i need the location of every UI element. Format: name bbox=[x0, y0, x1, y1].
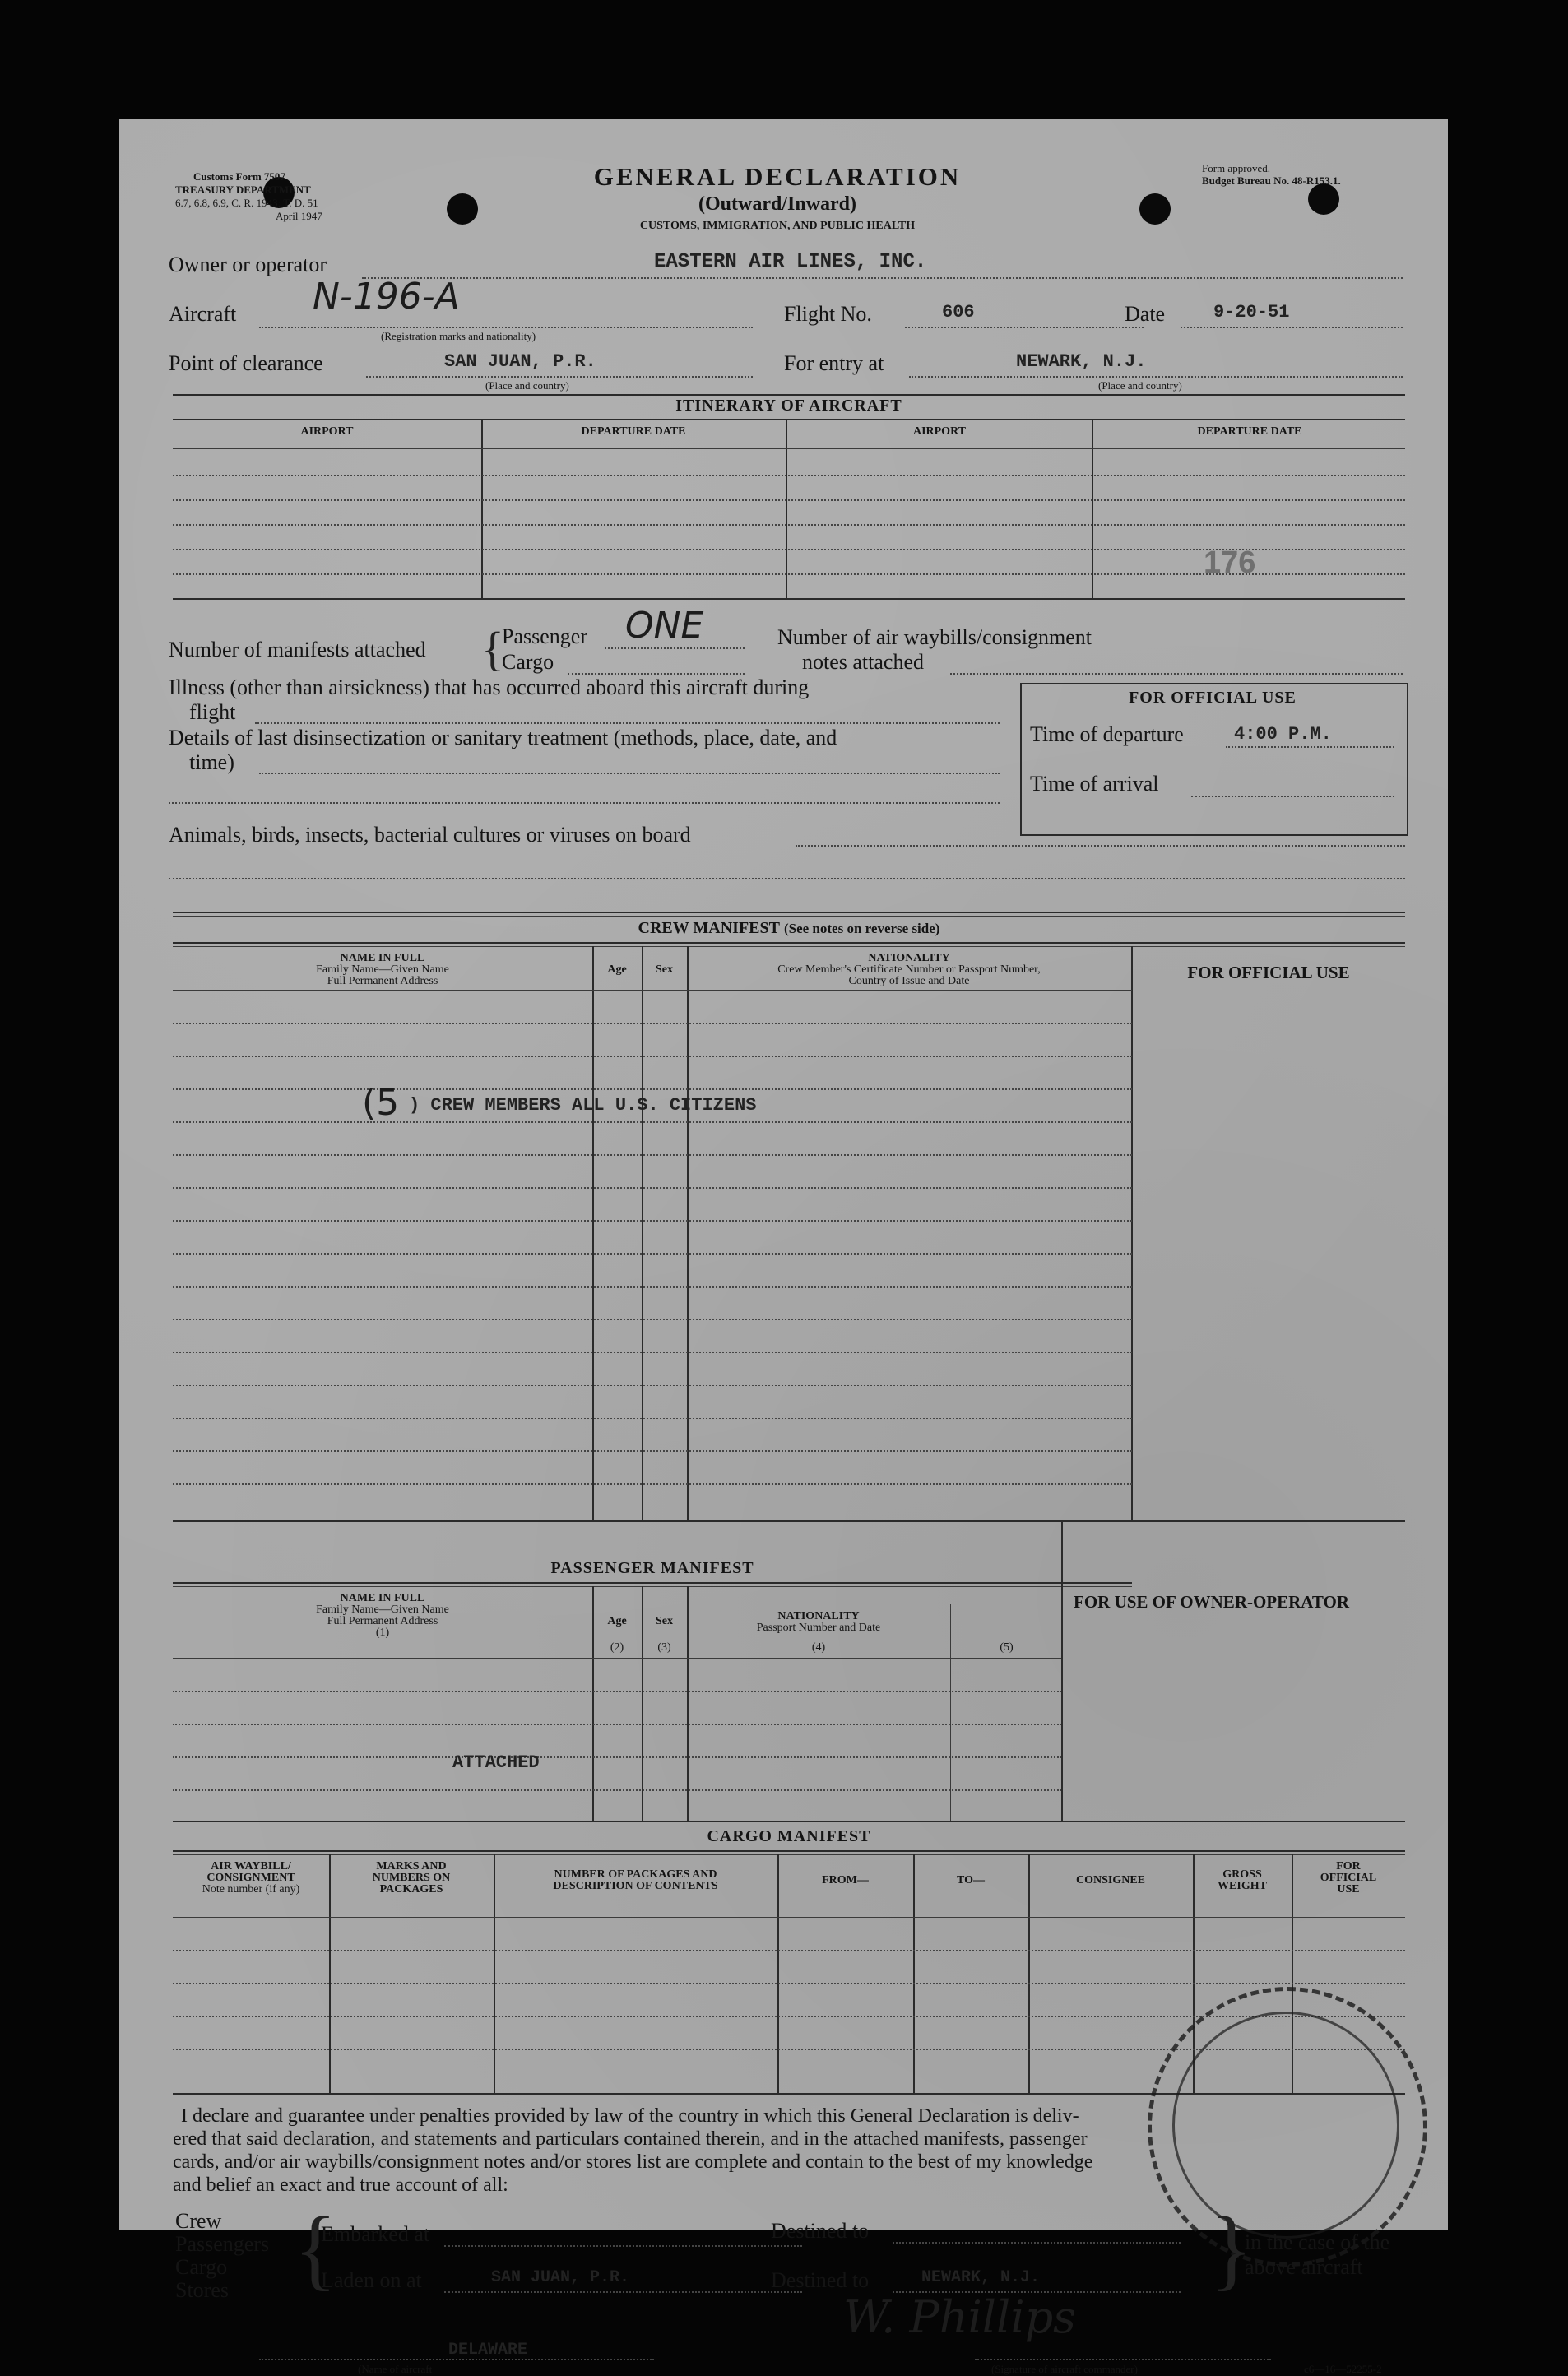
crew-col-nationality: NATIONALITY bbox=[868, 952, 950, 964]
cargo-col-waybill: AIR WAYBILL/ bbox=[211, 1860, 291, 1872]
itinerary-col-departure-1: DEPARTURE DATE bbox=[581, 425, 686, 438]
aircraft-name-value: DELAWARE bbox=[448, 2341, 528, 2360]
declaration-line-4: and belief an exact and true account of all: bbox=[173, 2174, 508, 2196]
flight-value: 606 bbox=[942, 302, 975, 323]
cargo-col-to: TO— bbox=[957, 1874, 985, 1886]
cargo-col-official-2: OFFICIAL bbox=[1320, 1872, 1377, 1884]
itinerary-col-airport-1: AIRPORT bbox=[300, 425, 354, 438]
in-case-label-2: above aircraft bbox=[1245, 2255, 1363, 2279]
passenger-col-name-3: Full Permanent Address bbox=[327, 1615, 438, 1627]
crew-col-age: Age bbox=[607, 963, 627, 976]
crew-col-nationality-3: Country of Issue and Date bbox=[848, 975, 970, 987]
customs-seal-inner bbox=[1172, 2012, 1399, 2239]
form-approved: Form approved. bbox=[1202, 162, 1271, 174]
passenger-col-nationality: NATIONALITY bbox=[777, 1610, 860, 1622]
passenger-col-age: Age bbox=[607, 1615, 627, 1627]
entry-label: For entry at bbox=[784, 351, 884, 375]
passenger-col-name: NAME IN FULL bbox=[340, 1592, 425, 1604]
manifests-label: Number of manifests attached bbox=[169, 638, 426, 661]
embarked-label: Embarked at bbox=[321, 2222, 430, 2246]
crew-manifest-title bbox=[173, 919, 1405, 938]
clearance-hint: (Place and country) bbox=[485, 379, 569, 392]
cargo-col-marks: MARKS AND bbox=[376, 1860, 447, 1872]
passenger-col-n5: (5) bbox=[1000, 1641, 1014, 1654]
gpo-code: c6—16—52255-2 bbox=[1304, 2363, 1382, 2375]
form-department: TREASURY DEPARTMENT bbox=[175, 183, 311, 196]
illness-label-2: flight bbox=[189, 700, 236, 724]
budget-bureau: Budget Bureau No. 48-R153.1. bbox=[1202, 174, 1341, 187]
passenger-count-label: Passenger bbox=[502, 624, 587, 648]
declaration-line-1: I declare and guarantee under penalties provided by law of the country in which this General Declaration is deliv- bbox=[181, 2105, 1079, 2127]
laden-label: Laden on at bbox=[321, 2268, 422, 2292]
cargo-col-marks-2: NUMBERS ON bbox=[372, 1872, 451, 1884]
entry-value: NEWARK, N.J. bbox=[1016, 351, 1147, 372]
illness-label-1: Illness (other than airsickness) that has occurred aboard this aircraft during bbox=[169, 675, 810, 699]
destined-value: NEWARK, N.J. bbox=[921, 2268, 1041, 2287]
disinsect-label-1: Details of last disinsectization or sanitary treatment (methods, place, date, and bbox=[169, 726, 837, 749]
punch-hole-icon bbox=[1139, 193, 1171, 225]
passenger-count-value: ONE bbox=[625, 605, 704, 647]
decl-cargo: Cargo bbox=[175, 2255, 228, 2279]
crew-col-name: NAME IN FULL bbox=[340, 952, 425, 964]
passenger-entry: ATTACHED bbox=[452, 1752, 540, 1773]
page-subtitle: (Outward/Inward) bbox=[698, 193, 856, 215]
crew-title: CREW MANIFEST bbox=[638, 919, 780, 937]
crew-entry-count: (5 bbox=[362, 1082, 400, 1124]
crew-col-name-2: Family Name—Given Name bbox=[316, 963, 449, 976]
cargo-col-weight: GROSS bbox=[1222, 1868, 1262, 1881]
entry-hint: (Place and country) bbox=[1098, 379, 1182, 392]
declaration-line-2: ered that said declaration, and statements and particulars contained therein, and in the attached manifests, passenger bbox=[173, 2128, 1088, 2150]
crew-col-nationality-2: Crew Member's Certificate Number or Passport Number, bbox=[777, 963, 1041, 976]
passenger-col-n2: (2) bbox=[610, 1641, 624, 1654]
punch-hole-icon bbox=[1308, 183, 1339, 215]
passenger-col-sex: Sex bbox=[656, 1615, 673, 1627]
signature-label: (Signature of aircraft commander) bbox=[991, 2363, 1138, 2375]
page-subtitle-2: CUSTOMS, IMMIGRATION, AND PUBLIC HEALTH bbox=[639, 220, 916, 232]
crew-entry-text: ) CREW MEMBERS ALL U.S. CITIZENS bbox=[409, 1095, 757, 1116]
clearance-label: Point of clearance bbox=[169, 351, 323, 375]
aircraft-name-label: (Name of aircraft bbox=[358, 2363, 433, 2375]
departure-time-value: 4:00 P.M. bbox=[1234, 724, 1332, 745]
passenger-manifest-title: PASSENGER MANIFEST bbox=[550, 1559, 754, 1577]
laden-value: SAN JUAN, P.R. bbox=[491, 2268, 630, 2287]
cargo-col-consignee: CONSIGNEE bbox=[1075, 1874, 1146, 1886]
cargo-col-packages: NUMBER OF PACKAGES AND bbox=[554, 1868, 717, 1881]
crew-col-official: FOR OFFICIAL USE bbox=[1187, 963, 1350, 982]
cargo-col-packages-2: DESCRIPTION OF CONTENTS bbox=[553, 1880, 718, 1892]
destined-label-2: Destined to bbox=[771, 2268, 870, 2292]
crew-col-sex: Sex bbox=[656, 963, 673, 976]
stamp-number: 176 bbox=[1204, 545, 1256, 580]
arrival-time-label: Time of arrival bbox=[1030, 772, 1159, 796]
form-date: April 1947 bbox=[276, 210, 322, 222]
cargo-col-waybill-3: Note number (if any) bbox=[202, 1883, 300, 1896]
declaration-line-3: cards, and/or air waybills/consignment notes and/or stores list are complete and contain to the best of my knowledge bbox=[173, 2151, 1093, 2173]
aircraft-label: Aircraft bbox=[169, 302, 237, 326]
clearance-value: SAN JUAN, P.R. bbox=[444, 351, 596, 372]
departure-time-label: Time of departure bbox=[1030, 722, 1184, 746]
passenger-col-n3: (3) bbox=[657, 1641, 671, 1654]
cargo-col-official: FOR bbox=[1336, 1860, 1361, 1872]
itinerary-col-departure-2: DEPARTURE DATE bbox=[1197, 425, 1302, 438]
date-value: 9-20-51 bbox=[1213, 302, 1290, 323]
date-label: Date bbox=[1125, 302, 1166, 326]
decl-stores: Stores bbox=[175, 2278, 229, 2302]
cargo-col-weight-2: WEIGHT bbox=[1218, 1880, 1267, 1892]
declaration-form: Customs Form 7507 TREASURY DEPARTMENT 6.7, 6.8, 6.9, C. R. 1943; T. D. 51 April 1947 GENERAL DECLARATION (Outward/Inward) CUSTOMS, IMMIGRATION, AND PUBLIC HEALTH Form approved. Budget Bureau No. 48-R153.1. Owner or operator EASTERN AIR LINES, INC. Aircraft N-196-A (Registration marks and nationality) Flight No. 606 Date 9-20-51 Point of clearance SAN JUAN, P.R. (Place and country) For entry at NEWARK, N.J. (Place and country) ITINERARY OF AIRCRAFT AIRPORT DEPARTURE DATE AIRPORT DEPARTURE DATE 176 Number of manifests attached { Passenger ONE Cargo Number of air waybills/consignment notes attached Illness (other than airsickness) that has occurred aboard this aircraft during flight Details of last disinsectization or sanitary treatment (methods, place, date, and time) FOR OFFICIAL USE Time of departure 4:00 P.M. Time of arrival Animals, birds, insects, bacterial cultures or viruses on board CREW MANIFEST (See notes on reverse side) NAME IN FULL Family Name—Given Name Full Permanent Address Age Sex NATIONALITY Crew Member's Certificate Number or Passport Number, Country of Issue and Date FOR OFFICIAL USE (5 ) CREW MEMBERS ALL U.S. CITIZENS PASSENGER MANIFEST FOR USE OF OWNER-OPERATOR NAME IN FULL Family Name—Given Name Full Permanent Address (1) Age (2) Sex (3) NATIONALITY Passport Number and Date (4) (5) ATTACHED CARGO MANIFEST AIR WAYBILL/ CONSIGNMENT Note number (if any) MARKS AND NUMBERS ON PACKAGES NUMBER OF PACKAGES AND DESCRIPTION OF CONTENTS FROM— TO— CONSIGNEE GROSS WEIGHT FOR OFFICIAL USE I declare and guarantee under penalties provided by law of the country in which this General Declaration is deliv- ered that said declaration, and statements and particulars contained therein, and in the attached manifests, passenger cards, and/or air waybills/consignment notes and/or stores list are complete and contain to the best of my knowledge and belief an exact and true account of all: Crew Passengers Cargo Stores { Embarked at Laden on at SAN JUAN, P.R. Destined to Destined to NEWARK, N.J. } in the case of the above aircraft W. Phillips (Name of aircraft DELAWARE (Signature of aircraft commander) c6—16—52255-2 bbox=[119, 119, 1448, 2230]
aircraft-value: N-196-A bbox=[313, 276, 460, 318]
passenger-col-owner: FOR USE OF OWNER-OPERATOR bbox=[1074, 1592, 1350, 1612]
punch-hole-icon bbox=[447, 193, 478, 225]
page-title: GENERAL DECLARATION bbox=[593, 162, 962, 191]
destined-label-1: Destined to bbox=[771, 2219, 870, 2243]
form-regulations: 6.7, 6.8, 6.9, C. R. 1943; T. D. 51 bbox=[175, 197, 318, 209]
cargo-col-marks-3: PACKAGES bbox=[379, 1883, 443, 1896]
passenger-col-n4: (4) bbox=[811, 1641, 826, 1654]
cargo-manifest-title: CARGO MANIFEST bbox=[707, 1827, 871, 1845]
passenger-col-name-2: Family Name—Given Name bbox=[316, 1603, 449, 1616]
cargo-col-from: FROM— bbox=[822, 1874, 869, 1886]
owner-value: EASTERN AIR LINES, INC. bbox=[654, 251, 927, 273]
cargo-col-waybill-2: CONSIGNMENT bbox=[206, 1872, 295, 1884]
form-number: Customs Form 7507 bbox=[193, 170, 285, 183]
passenger-col-nationality-2: Passport Number and Date bbox=[756, 1622, 881, 1634]
cargo-count-label: Cargo bbox=[502, 650, 554, 674]
in-case-label-1: in the case of the bbox=[1245, 2230, 1390, 2254]
official-use-title: FOR OFFICIAL USE bbox=[1129, 689, 1297, 707]
waybills-label-2: notes attached bbox=[802, 650, 924, 674]
commander-signature: W. Phillips bbox=[843, 2291, 1076, 2343]
itinerary-col-airport-2: AIRPORT bbox=[912, 425, 967, 438]
decl-crew: Crew bbox=[175, 2209, 222, 2233]
flight-label: Flight No. bbox=[784, 302, 872, 326]
crew-col-name-3: Full Permanent Address bbox=[327, 975, 438, 987]
animals-label: Animals, birds, insects, bacterial cultures or viruses on board bbox=[169, 823, 691, 847]
aircraft-hint: (Registration marks and nationality) bbox=[381, 330, 536, 342]
cargo-col-official-3: USE bbox=[1337, 1883, 1360, 1896]
passenger-col-n1: (1) bbox=[375, 1627, 390, 1639]
decl-passengers: Passengers bbox=[175, 2232, 270, 2256]
owner-label: Owner or operator bbox=[169, 253, 327, 276]
crew-title-note: (See notes on reverse side) bbox=[783, 921, 940, 936]
itinerary-title: ITINERARY OF AIRCRAFT bbox=[675, 397, 902, 415]
waybills-label-1: Number of air waybills/consignment bbox=[777, 625, 1092, 649]
disinsect-label-2: time) bbox=[189, 750, 234, 774]
